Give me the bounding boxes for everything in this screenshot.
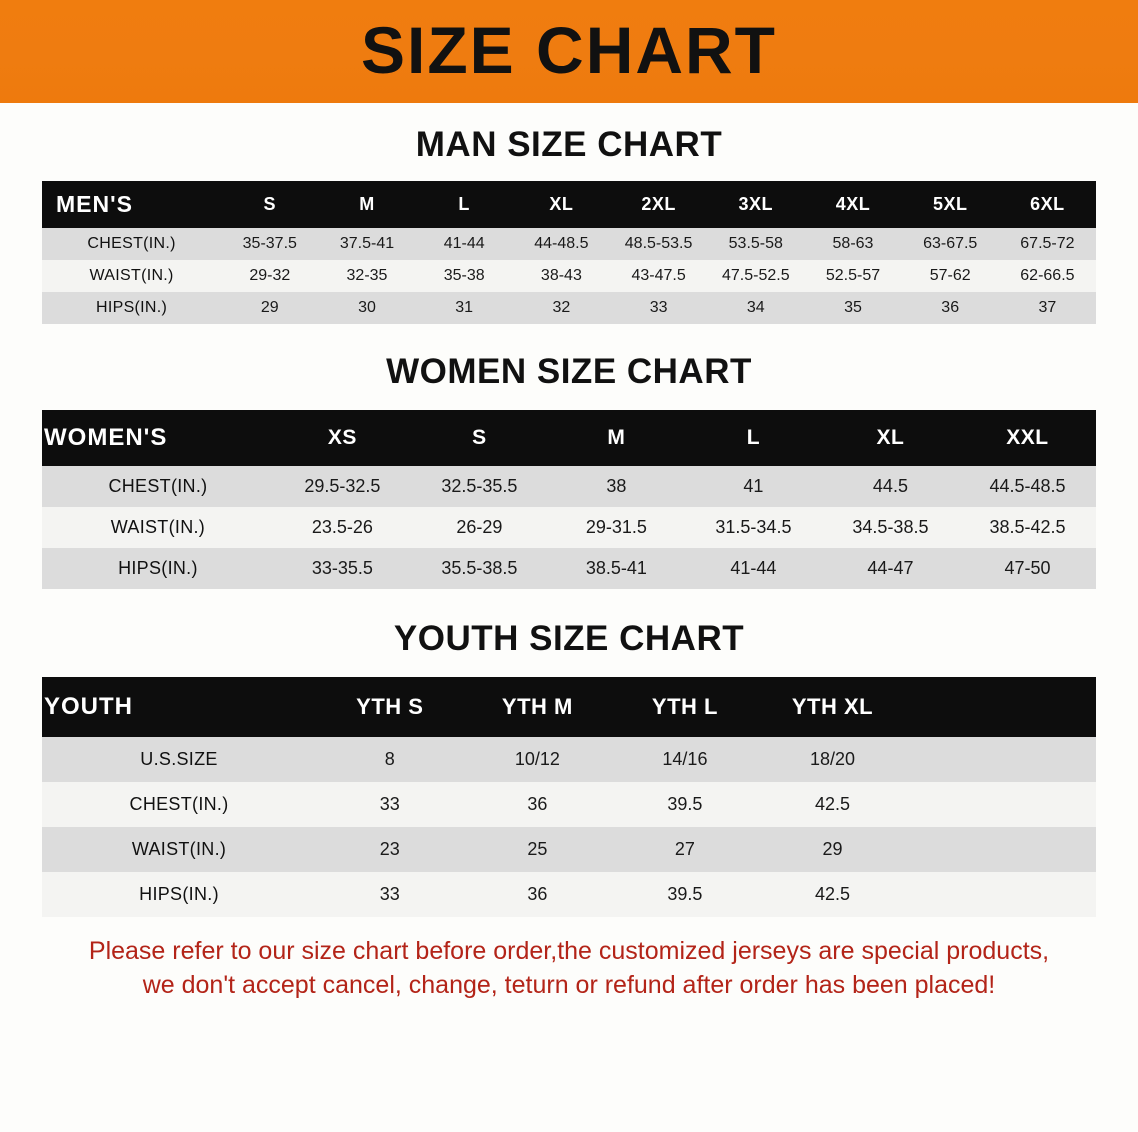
table-row	[42, 782, 1096, 827]
women-row-header: WOMEN'S	[42, 410, 274, 466]
women-size-table	[42, 410, 1096, 589]
man-row-label-2: HIPS(IN.)	[42, 292, 221, 324]
women-size-col-4: XL	[822, 410, 959, 466]
man-cell-1-0: 29-32	[221, 260, 318, 292]
table-row	[42, 292, 1096, 324]
youth-cell-3-1: 36	[464, 872, 612, 917]
women-table-head	[42, 410, 1096, 466]
women-cell-1-5: 38.5-42.5	[959, 507, 1096, 548]
man-cell-2-8: 37	[999, 292, 1096, 324]
table-row	[42, 872, 1096, 917]
man-cell-0-6: 58-63	[804, 228, 901, 260]
women-cell-2-2: 38.5-41	[548, 548, 685, 589]
women-cell-1-3: 31.5-34.5	[685, 507, 822, 548]
man-cell-1-4: 43-47.5	[610, 260, 707, 292]
youth-row-label-2: WAIST(IN.)	[42, 827, 316, 872]
man-cell-1-1: 32-35	[318, 260, 415, 292]
women-cell-0-0: 29.5-32.5	[274, 466, 411, 507]
youth-cell-3-2: 39.5	[611, 872, 759, 917]
women-cell-0-2: 38	[548, 466, 685, 507]
youth-cell-0-spacer	[906, 737, 1096, 782]
table-row	[42, 548, 1096, 589]
table-row	[42, 737, 1096, 782]
man-section-heading: MAN SIZE CHART	[415, 125, 723, 164]
disclaimer-line-2: we don't accept cancel, change, teturn or refund after order has been placed!	[142, 970, 996, 999]
man-cell-0-5: 53.5-58	[707, 228, 804, 260]
women-cell-0-3: 41	[685, 466, 822, 507]
youth-size-col-3: YTH XL	[759, 677, 907, 737]
youth-cell-3-0: 33	[316, 872, 464, 917]
man-size-col-2: L	[416, 181, 513, 228]
page-title: SIZE CHART	[361, 12, 777, 87]
youth-table-head	[42, 677, 1096, 737]
youth-size-table	[42, 677, 1096, 917]
man-size-col-6: 4XL	[804, 181, 901, 228]
youth-cell-1-2: 39.5	[611, 782, 759, 827]
man-cell-1-3: 38-43	[513, 260, 610, 292]
youth-cell-2-1: 25	[464, 827, 612, 872]
youth-cell-2-0: 23	[316, 827, 464, 872]
man-size-col-5: 3XL	[707, 181, 804, 228]
women-row-label-2: HIPS(IN.)	[42, 548, 274, 589]
man-size-col-8: 6XL	[999, 181, 1096, 228]
women-row-label-1: WAIST(IN.)	[42, 507, 274, 548]
women-cell-1-1: 26-29	[411, 507, 548, 548]
man-cell-2-4: 33	[610, 292, 707, 324]
women-cell-0-4: 44.5	[822, 466, 959, 507]
table-row	[42, 466, 1096, 507]
youth-cell-0-1: 10/12	[464, 737, 612, 782]
women-size-col-3: L	[685, 410, 822, 466]
women-cell-2-1: 35.5-38.5	[411, 548, 548, 589]
man-table-head	[42, 181, 1096, 228]
women-cell-1-4: 34.5-38.5	[822, 507, 959, 548]
women-cell-1-2: 29-31.5	[548, 507, 685, 548]
man-cell-1-6: 52.5-57	[804, 260, 901, 292]
youth-table-body	[42, 737, 1096, 917]
man-cell-2-6: 35	[804, 292, 901, 324]
man-size-table	[42, 181, 1096, 324]
man-size-col-3: XL	[513, 181, 610, 228]
disclaimer-line-1: Please refer to our size chart before order,the customized jerseys are special products,	[88, 937, 1050, 965]
disclaimer-note	[40, 935, 1098, 1003]
man-cell-1-7: 57-62	[902, 260, 999, 292]
man-row-header: MEN'S	[42, 181, 221, 228]
women-size-col-5: XXL	[959, 410, 1096, 466]
women-size-col-1: S	[411, 410, 548, 466]
man-row-label-1: WAIST(IN.)	[42, 260, 221, 292]
man-cell-1-2: 35-38	[416, 260, 513, 292]
man-cell-2-1: 30	[318, 292, 415, 324]
youth-header-row	[42, 677, 1096, 737]
man-cell-0-4: 48.5-53.5	[610, 228, 707, 260]
youth-cell-0-2: 14/16	[611, 737, 759, 782]
youth-size-col-spacer	[906, 677, 1096, 737]
man-table-wrapper	[0, 181, 1138, 324]
youth-cell-3-3: 42.5	[759, 872, 907, 917]
women-cell-2-4: 44-47	[822, 548, 959, 589]
man-table-body	[42, 228, 1096, 324]
man-size-col-7: 5XL	[902, 181, 999, 228]
man-header-row	[42, 181, 1096, 228]
women-cell-1-0: 23.5-26	[274, 507, 411, 548]
man-cell-2-0: 29	[221, 292, 318, 324]
man-cell-2-7: 36	[902, 292, 999, 324]
man-cell-2-5: 34	[707, 292, 804, 324]
man-size-col-4: 2XL	[610, 181, 707, 228]
man-cell-1-8: 62-66.5	[999, 260, 1096, 292]
youth-cell-2-spacer	[906, 827, 1096, 872]
women-cell-2-0: 33-35.5	[274, 548, 411, 589]
banner	[0, 0, 1138, 103]
women-row-label-0: CHEST(IN.)	[42, 466, 274, 507]
youth-cell-2-2: 27	[611, 827, 759, 872]
man-cell-1-5: 47.5-52.5	[707, 260, 804, 292]
youth-row-label-3: HIPS(IN.)	[42, 872, 316, 917]
man-cell-2-3: 32	[513, 292, 610, 324]
table-row	[42, 827, 1096, 872]
women-header-row	[42, 410, 1096, 466]
man-size-col-1: M	[318, 181, 415, 228]
youth-cell-3-spacer	[906, 872, 1096, 917]
women-cell-2-5: 47-50	[959, 548, 1096, 589]
man-cell-2-2: 31	[416, 292, 513, 324]
man-cell-0-7: 63-67.5	[902, 228, 999, 260]
youth-size-col-2: YTH L	[611, 677, 759, 737]
man-row-label-0: CHEST(IN.)	[42, 228, 221, 260]
women-cell-0-1: 32.5-35.5	[411, 466, 548, 507]
youth-row-label-0: U.S.SIZE	[42, 737, 316, 782]
man-size-col-0: S	[221, 181, 318, 228]
youth-cell-0-3: 18/20	[759, 737, 907, 782]
women-table-body	[42, 466, 1096, 589]
women-size-col-0: XS	[274, 410, 411, 466]
women-cell-0-5: 44.5-48.5	[959, 466, 1096, 507]
youth-cell-1-3: 42.5	[759, 782, 907, 827]
women-section-heading: WOMEN SIZE CHART	[386, 352, 752, 391]
man-cell-0-3: 44-48.5	[513, 228, 610, 260]
youth-size-col-1: YTH M	[464, 677, 612, 737]
youth-section-heading: YOUTH SIZE CHART	[393, 619, 745, 658]
man-cell-0-8: 67.5-72	[999, 228, 1096, 260]
youth-cell-1-spacer	[906, 782, 1096, 827]
table-row	[42, 260, 1096, 292]
man-cell-0-1: 37.5-41	[318, 228, 415, 260]
youth-cell-1-1: 36	[464, 782, 612, 827]
youth-row-label-1: CHEST(IN.)	[42, 782, 316, 827]
table-row	[42, 507, 1096, 548]
youth-cell-1-0: 33	[316, 782, 464, 827]
women-cell-2-3: 41-44	[685, 548, 822, 589]
youth-cell-2-3: 29	[759, 827, 907, 872]
youth-table-wrapper	[0, 677, 1138, 917]
women-size-col-2: M	[548, 410, 685, 466]
women-table-wrapper	[0, 410, 1138, 589]
man-cell-0-0: 35-37.5	[221, 228, 318, 260]
youth-size-col-0: YTH S	[316, 677, 464, 737]
youth-cell-0-0: 8	[316, 737, 464, 782]
table-row	[42, 228, 1096, 260]
youth-row-header: YOUTH	[42, 677, 316, 737]
man-cell-0-2: 41-44	[416, 228, 513, 260]
